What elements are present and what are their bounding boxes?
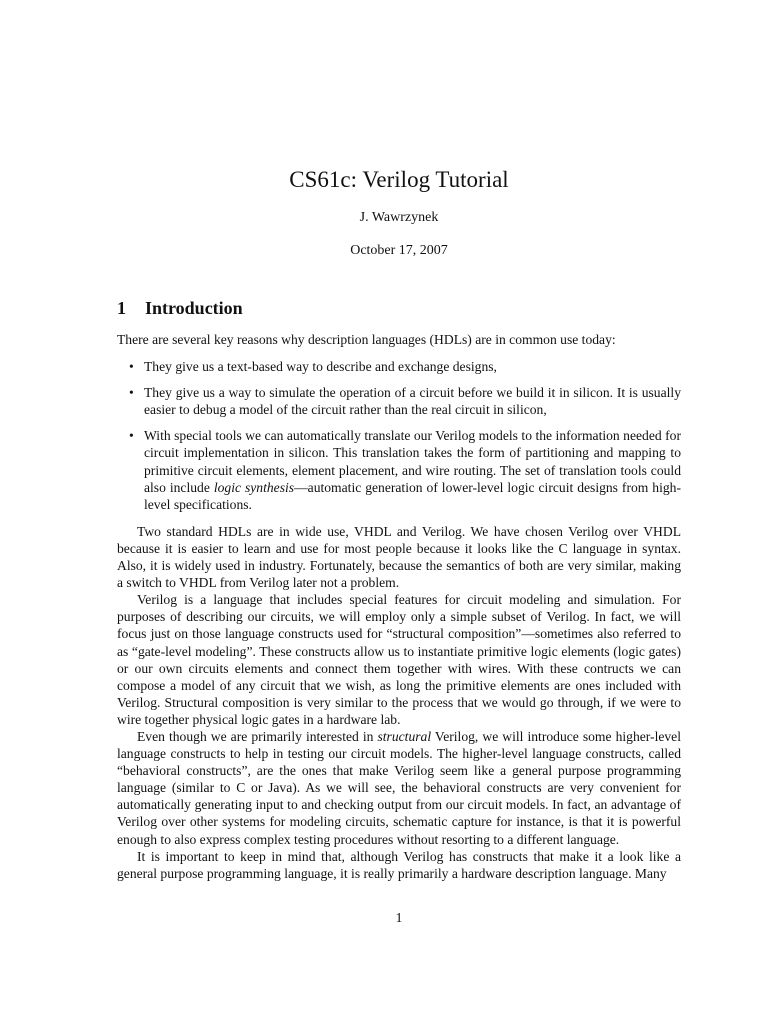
paragraph: Two standard HDLs are in wide use, VHDL and Verilog. We have chosen Verilog over VHDL because it is easier to learn and use for most people because it looks like the C language in syntax. Also, it is widely used in industry. Fortunately, because the semantics of both are very similar, making a switch to VHDL from Verilog later not a problem. <box>117 523 681 591</box>
emphasis-text: logic synthesis <box>213 479 295 495</box>
document-page <box>117 0 681 1024</box>
document-author: J. Wawrzynek <box>359 210 439 225</box>
document-date: October 17, 2007 <box>350 243 448 258</box>
bullet-text: They give us a text-based way to describe and exchange designs, <box>144 359 497 375</box>
section-heading <box>117 296 243 320</box>
paragraph-text: Verilog, we will introduce some higher-level language constructs to help in testing our circuit models. The higher-level language constructs, called “behavioral constructs”, are the ones that make Verilog seem like a general purpose programming language (similar to C or Java). As we will see, the behavioral constructs are very convenient for automatically generating input to and checking output from our circuit models. In fact, an advantage of Verilog over other systems for modeling circuits, schematic capture for instance, is that it is powerful enough to also express complex testing procedures without resorting to a different language. <box>117 728 681 847</box>
intro-paragraph: There are several key reasons why description languages (HDLs) are in common use today: <box>117 332 616 347</box>
bullet-text: —automatic generation of lower-level logic circuit designs from high-level specifications. <box>144 479 682 512</box>
paragraph-text: Even though we are primarily interested in <box>137 728 378 744</box>
paragraph: Verilog is a language that includes special features for circuit modeling and simulation. For purposes of describing our circuits, we will employ only a simple subset of Verilog. In fact, we will focus just on those language constructs used for “structural composition”—sometimes also referred to as “gate-level modeling”. These constructs allow us to instantiate primitive logic elements (logic gates) or our own circuits elements and connect them together with wires. With these contructs we can compose a model of any circuit that we wish, as long the primitive elements are ones included with Verilog. Structural composition is very similar to the process that we would go through, if we were to wire together physical logic gates in a hardware lab. <box>117 592 681 727</box>
list-item <box>129 384 681 418</box>
bullet-text: They give us a way to simulate the operation of a circuit before we build it in silicon. It is usually easier to debug a model of the circuit rather than the real circuit in silicon, <box>144 385 681 418</box>
document-title: CS61c: Verilog Tutorial <box>289 167 509 192</box>
bullet-icon: • <box>129 385 134 401</box>
list-item <box>129 427 682 512</box>
section-body <box>117 331 681 882</box>
section-title: Introduction <box>145 298 243 318</box>
reasons-list <box>117 358 681 513</box>
section-number: 1 <box>117 298 126 318</box>
bullet-icon: • <box>129 359 134 375</box>
emphasis-text: structural <box>377 728 432 744</box>
bullet-icon: • <box>129 428 134 444</box>
list-item <box>129 358 681 375</box>
paragraph <box>117 728 681 848</box>
page-number: 1 <box>395 911 403 926</box>
bullet-text: With special tools we can automatically translate our Verilog models to the information needed for circuit implementation in silicon. This translation takes the form of partitioning and mapping to primitive circuit elements, element placement, and wire routing. The set of translation tools could also include <box>144 428 681 495</box>
paragraph: It is important to keep in mind that, although Verilog has constructs that make it a look like a general purpose programming language, it is really primarily a hardware description language. Many <box>117 848 681 881</box>
